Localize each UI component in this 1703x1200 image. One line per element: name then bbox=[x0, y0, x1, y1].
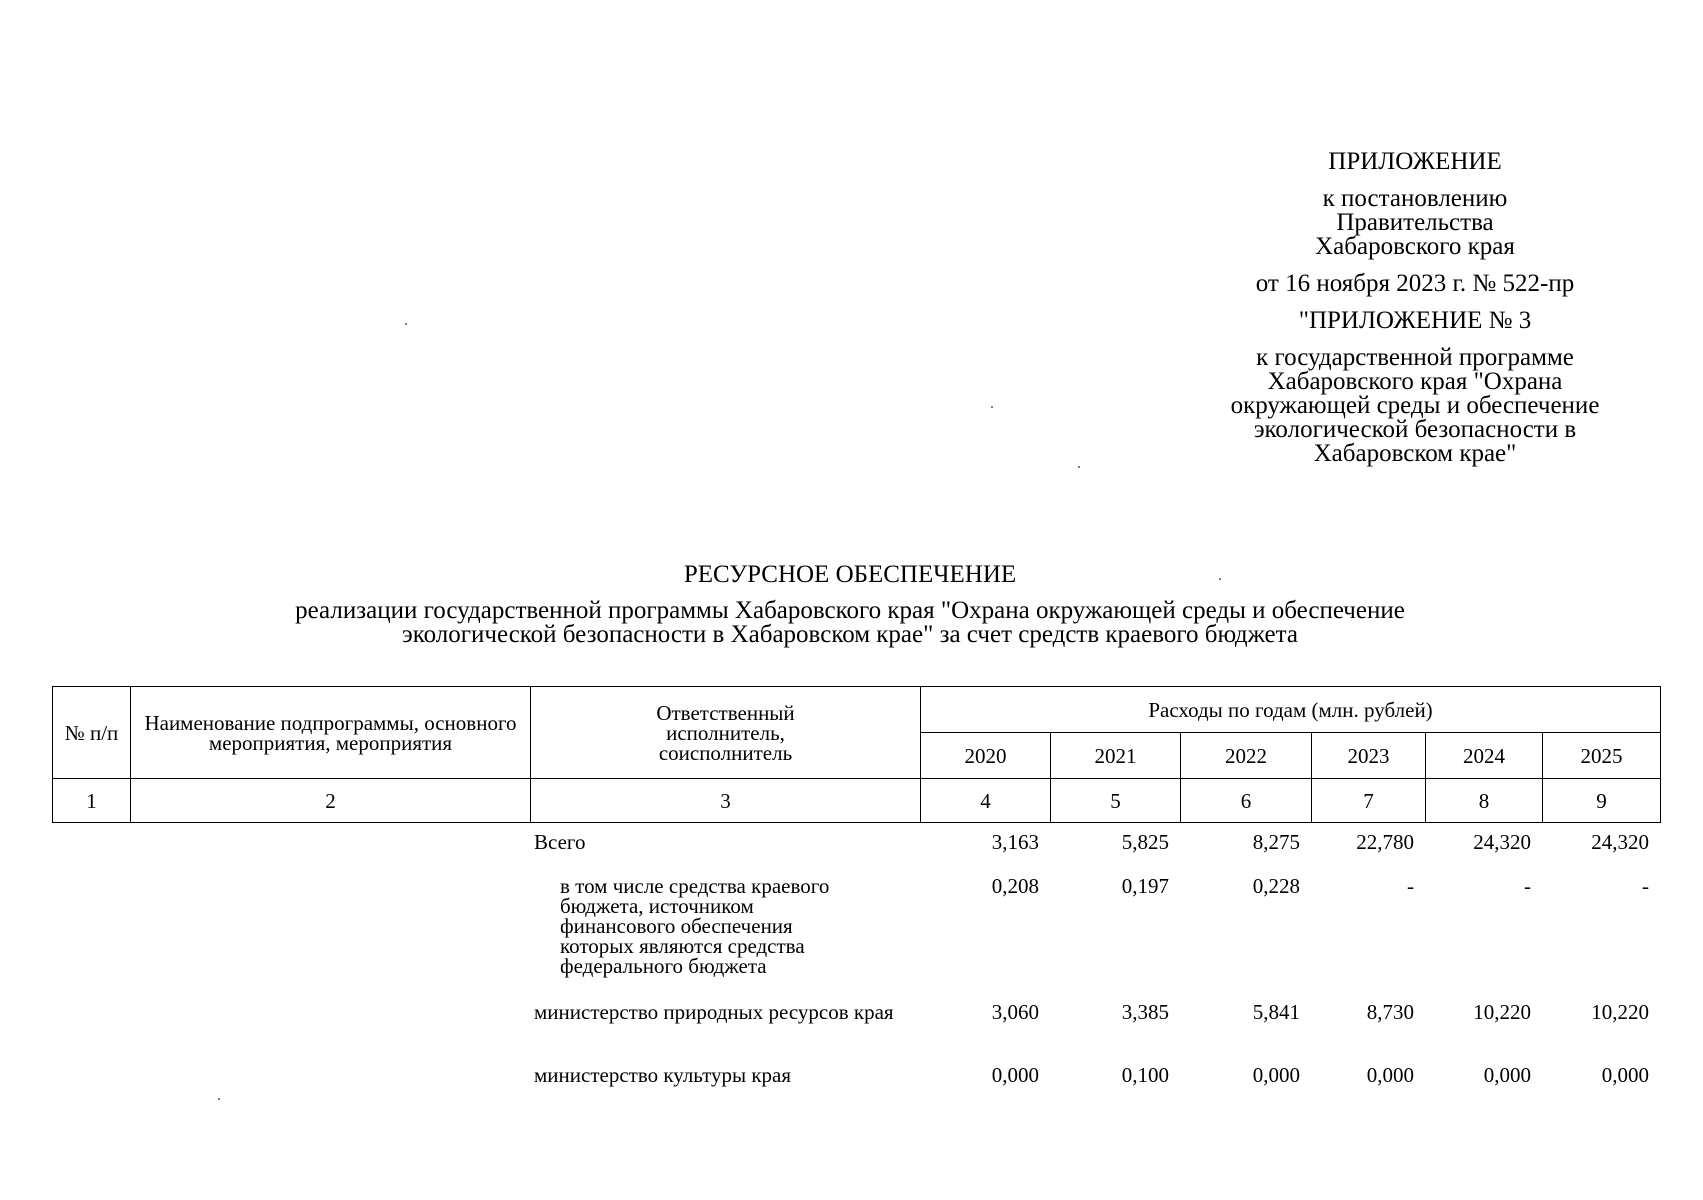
table-row bbox=[52, 832, 1660, 876]
column-number: 3 bbox=[531, 779, 921, 823]
row-value: - bbox=[1524, 874, 1531, 898]
row-value: 10,220 bbox=[1473, 1000, 1531, 1024]
row-value: 0,000 bbox=[1366, 1063, 1414, 1087]
resolution-date-number: от 16 ноября 2023 г. № 522-пр bbox=[1255, 270, 1575, 297]
header-year: 2022 bbox=[1181, 733, 1312, 779]
row-executor: министерство природных ресурсов края bbox=[534, 1000, 894, 1024]
to-resolution-line: Правительства bbox=[1336, 209, 1494, 236]
row-value: 8,730 bbox=[1366, 1000, 1414, 1024]
document-heading bbox=[180, 563, 1520, 647]
row-value: 0,000 bbox=[1601, 1063, 1649, 1087]
row-value: 0,000 bbox=[1483, 1063, 1531, 1087]
to-program bbox=[1180, 346, 1650, 466]
row-executor: Всего bbox=[534, 830, 586, 854]
column-number: 8 bbox=[1426, 779, 1543, 823]
column-number: 1 bbox=[53, 779, 131, 823]
to-resolution bbox=[1180, 187, 1650, 259]
scan-speck bbox=[218, 1098, 220, 1100]
appendix-block bbox=[1180, 150, 1650, 466]
row-value: - bbox=[1642, 874, 1649, 898]
table-row bbox=[52, 1002, 1660, 1065]
table-row bbox=[52, 876, 1660, 1002]
to-resolution-line: Хабаровского края bbox=[1315, 233, 1515, 260]
header-year: 2025 bbox=[1543, 733, 1661, 779]
scan-speck bbox=[1078, 466, 1080, 468]
header-year: 2023 bbox=[1312, 733, 1426, 779]
row-value: 22,780 bbox=[1356, 830, 1414, 854]
scan-speck bbox=[991, 406, 993, 408]
header-num: № п/п bbox=[53, 687, 131, 779]
header-executor: Ответственный исполнитель, соисполнитель bbox=[531, 687, 921, 779]
row-value: 10,220 bbox=[1591, 1000, 1649, 1024]
row-value: 3,163 bbox=[991, 830, 1039, 854]
row-value: 5,841 bbox=[1252, 1000, 1300, 1024]
column-number: 2 bbox=[131, 779, 531, 823]
row-value: 0,228 bbox=[1252, 874, 1300, 898]
table-row bbox=[52, 1065, 1660, 1105]
row-executor: в том числе средства краевого бюджета, источником финансового обеспечения которых являются средства федерального бюджета bbox=[560, 874, 830, 978]
row-value: 24,320 bbox=[1473, 830, 1531, 854]
column-number: 9 bbox=[1543, 779, 1661, 823]
row-value: 8,275 bbox=[1252, 830, 1300, 854]
document-subtitle-line: экологической безопасности в Хабаровском крае" за счет средств краевого бюджета bbox=[402, 621, 1298, 648]
row-value: 3,060 bbox=[991, 1000, 1039, 1024]
row-value: 0,208 bbox=[991, 874, 1039, 898]
column-number: 5 bbox=[1051, 779, 1181, 823]
to-program-line: Хабаровского края "Охрана bbox=[1267, 368, 1563, 395]
scan-speck bbox=[405, 323, 407, 325]
column-number: 6 bbox=[1181, 779, 1312, 823]
to-program-line: Хабаровском крае" bbox=[1313, 440, 1517, 467]
header-year: 2021 bbox=[1051, 733, 1181, 779]
row-value: 3,385 bbox=[1121, 1000, 1169, 1024]
scan-speck bbox=[1219, 578, 1221, 580]
to-resolution-line: к постановлению bbox=[1322, 185, 1508, 212]
row-value: 24,320 bbox=[1591, 830, 1649, 854]
row-value: 0,100 bbox=[1121, 1063, 1169, 1087]
row-value: 5,825 bbox=[1121, 830, 1169, 854]
header-expenses: Расходы по годам (млн. рублей) bbox=[921, 687, 1661, 733]
to-program-line: экологической безопасности в bbox=[1253, 416, 1577, 443]
row-value: - bbox=[1407, 874, 1414, 898]
header-name: Наименование подпрограммы, основного мероприятия, мероприятия bbox=[131, 687, 531, 779]
header-year: 2020 bbox=[921, 733, 1051, 779]
document-title: РЕСУРСНОЕ ОБЕСПЕЧЕНИЕ bbox=[683, 561, 1017, 588]
column-number: 7 bbox=[1312, 779, 1426, 823]
row-executor: министерство культуры края bbox=[534, 1063, 792, 1087]
to-program-line: окружающей среды и обеспечение bbox=[1230, 392, 1600, 419]
row-value: 0,197 bbox=[1121, 874, 1169, 898]
table-header bbox=[52, 686, 1661, 823]
row-value: 0,000 bbox=[1252, 1063, 1300, 1087]
appendix-title: ПРИЛОЖЕНИЕ bbox=[1328, 148, 1502, 175]
row-value: 0,000 bbox=[991, 1063, 1039, 1087]
header-year: 2024 bbox=[1426, 733, 1543, 779]
column-number: 4 bbox=[921, 779, 1051, 823]
document-subtitle-line: реализации государственной программы Хабаровского края "Охрана окружающей среды и обеспечение bbox=[295, 597, 1405, 624]
appendix-3-title: "ПРИЛОЖЕНИЕ № 3 bbox=[1298, 307, 1532, 334]
table-body bbox=[52, 832, 1660, 1105]
to-program-line: к государственной программе bbox=[1256, 344, 1574, 371]
